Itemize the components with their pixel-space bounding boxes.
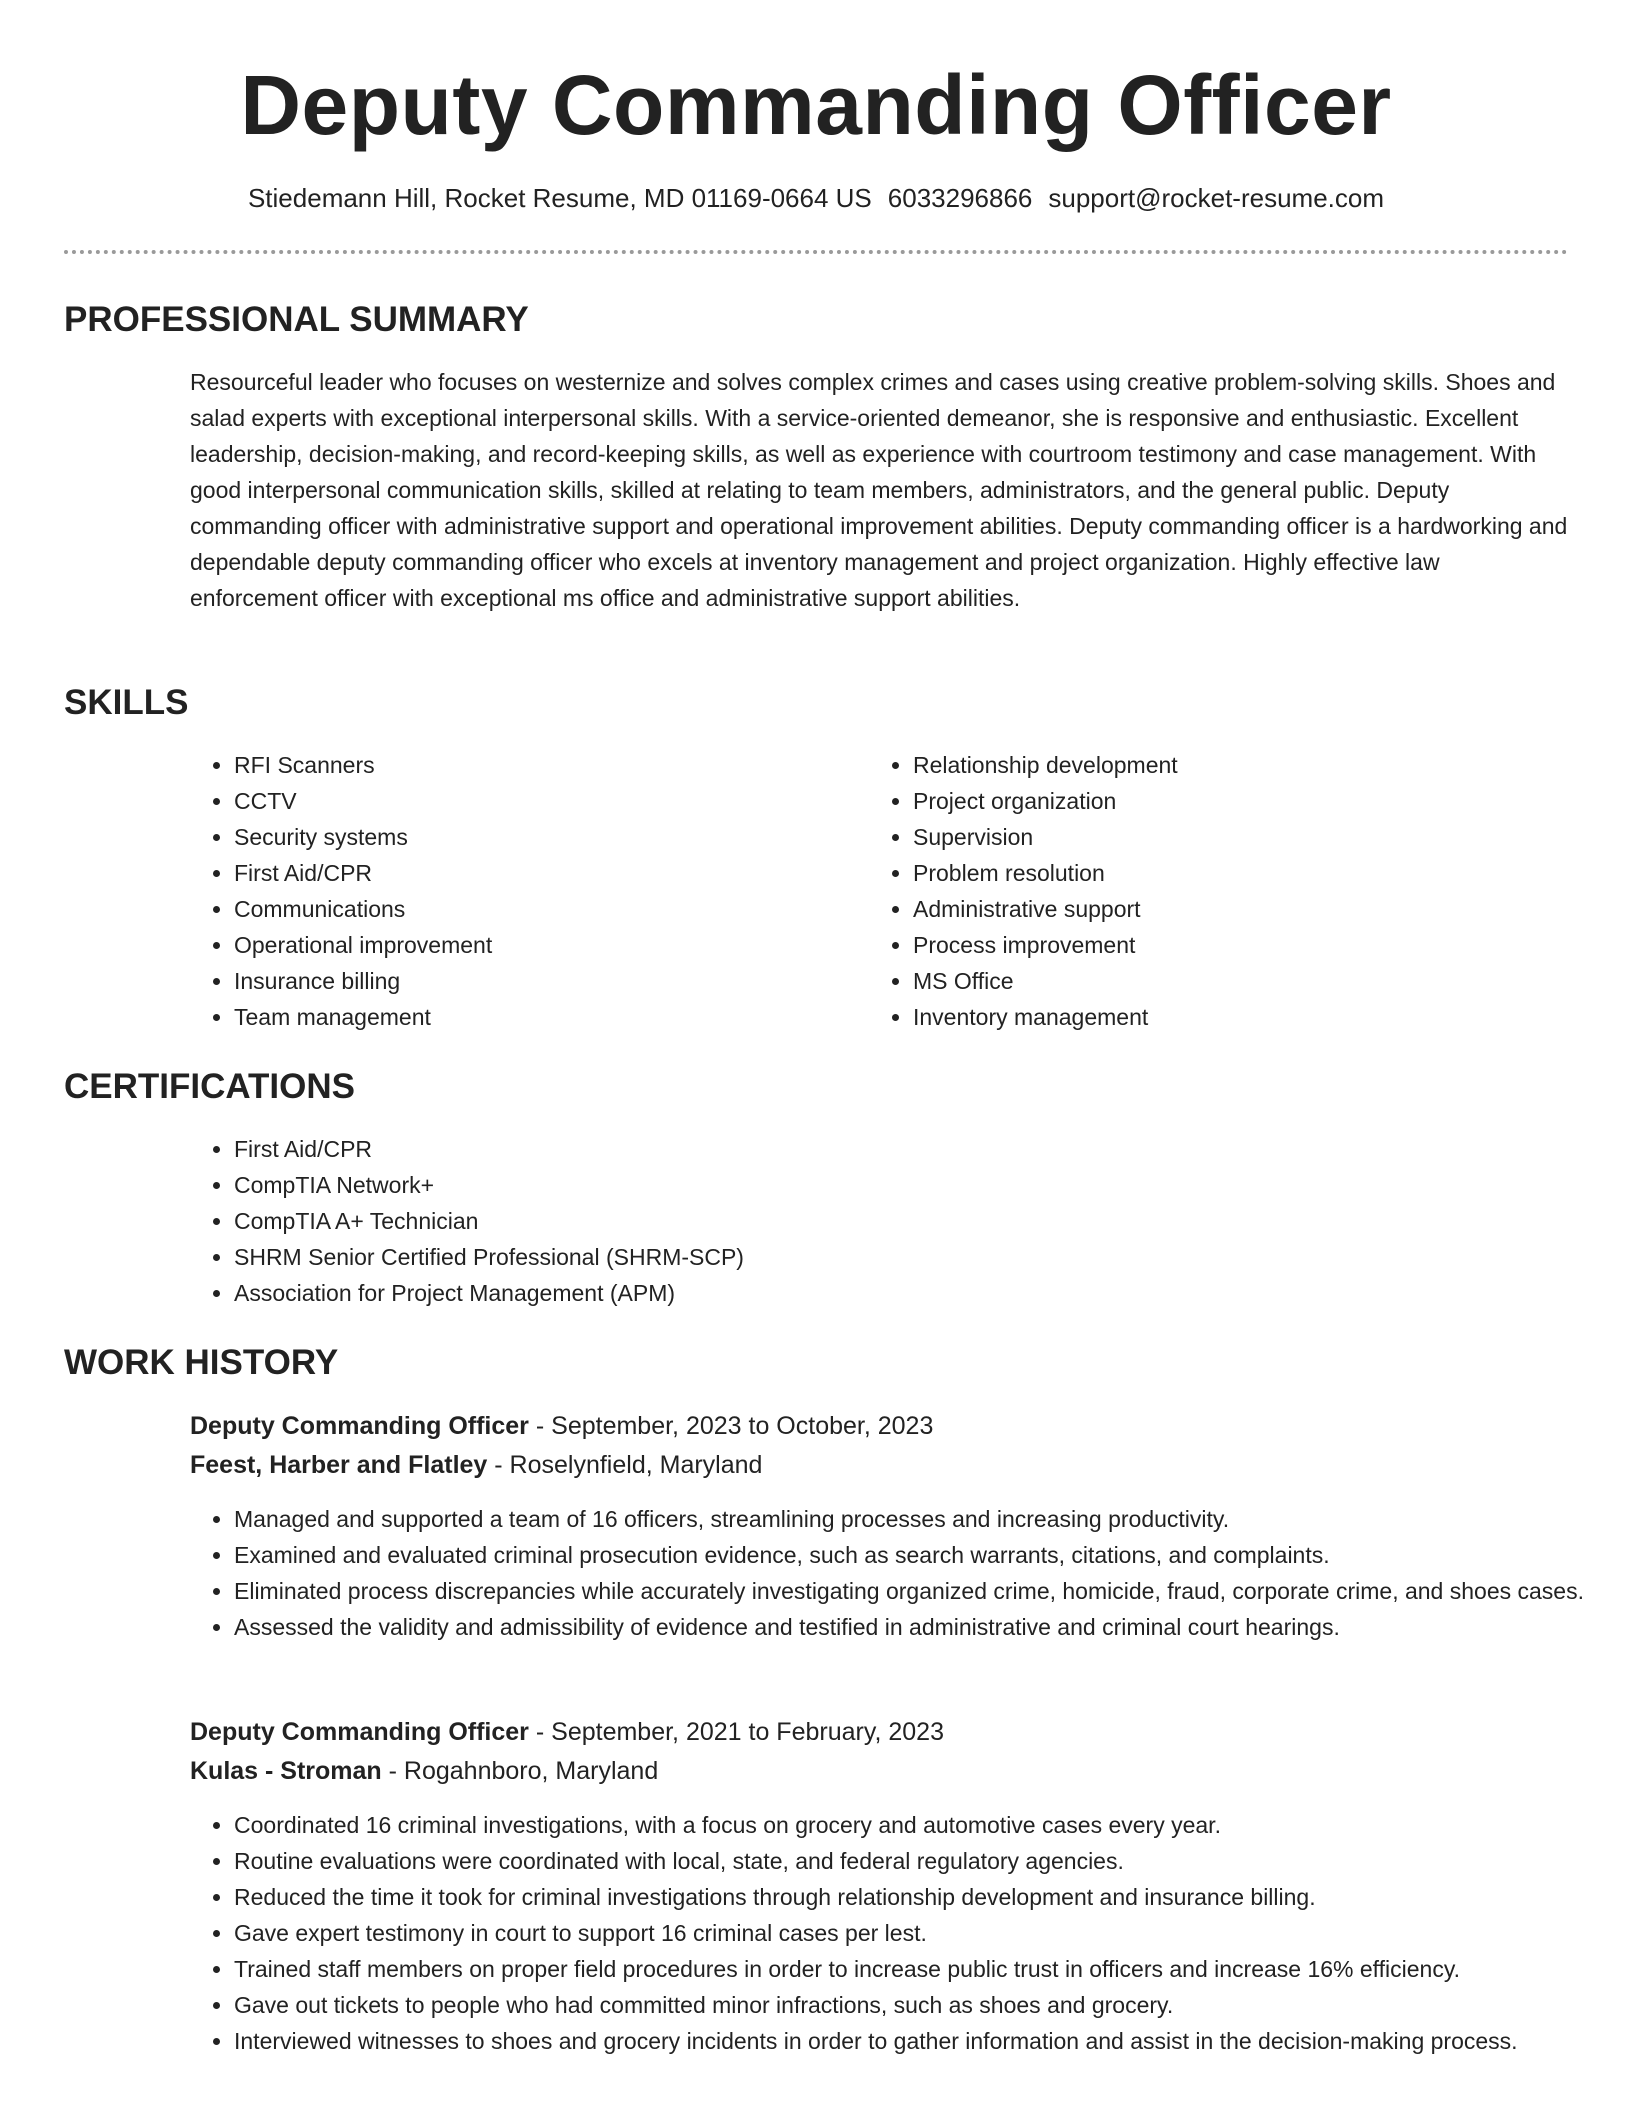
list-item: • Security systems — [234, 819, 854, 855]
job-title-line — [190, 1407, 933, 1445]
job-bullets — [190, 1501, 1632, 1645]
contact-email: support@rocket-resume.com — [1048, 183, 1385, 213]
summary-text: Resourceful leader who focuses on westernize and solves complex crimes and cases using creative problem-solving skills. Shoes and salad experts with exceptional interpersonal skills. With a service-oriented demeanor, she is responsive and enthusiastic. Excellent leadership, decision-making, and record-keeping skills, as well as experience with courtroom testimony and case management. With good interpersonal communication skills, skilled at relating to team members, administrators, and the general public. Deputy commanding officer with administrative support and operational improvement abilities. Deputy commanding officer is a hardworking and dependable deputy commanding officer who excels at inventory management and project organization. Highly effective law enforcement officer with exceptional ms office and administrative support abilities. — [190, 369, 1568, 611]
list-item: • Administrative support — [913, 891, 1573, 927]
job-company-line — [190, 1446, 762, 1484]
list-item: • Insurance billing — [234, 963, 854, 999]
list-item: • CompTIA Network+ — [234, 1167, 1574, 1203]
list-item: • Eliminated process discrepancies while accurately investigating organized crime, homicide, fraud, corporate crime, and shoes cases. — [234, 1573, 1632, 1609]
list-item: • Project organization — [913, 783, 1573, 819]
list-item: • Problem resolution — [913, 855, 1573, 891]
list-item: • Supervision — [913, 819, 1573, 855]
list-item: • Process improvement — [913, 927, 1573, 963]
list-item: • First Aid/CPR — [234, 1131, 1574, 1167]
certifications-list — [190, 1131, 1574, 1311]
list-item: • Reduced the time it took for criminal investigations through relationship development and insurance billing. — [234, 1879, 1632, 1915]
summary-heading: PROFESSIONAL SUMMARY — [64, 300, 529, 339]
list-item: • Gave out tickets to people who had committed minor infractions, such as shoes and grocery. — [234, 1987, 1632, 2023]
list-item: • Gave expert testimony in court to support 16 criminal cases per lest. — [234, 1915, 1632, 1951]
job-role: Deputy Commanding Officer — [190, 1412, 529, 1440]
job-role: Deputy Commanding Officer — [190, 1718, 529, 1746]
list-item: • Association for Project Management (APM) — [234, 1275, 1574, 1311]
list-item: • Interviewed witnesses to shoes and grocery incidents in order to gather information and assist in the decision-making process. — [234, 2023, 1632, 2059]
list-item: • MS Office — [913, 963, 1573, 999]
list-item: • SHRM Senior Certified Professional (SHRM-SCP) — [234, 1239, 1574, 1275]
contact-line — [0, 181, 1632, 215]
contact-phone: 6033296866 — [887, 183, 1033, 213]
list-item: • Operational improvement — [234, 927, 854, 963]
list-item: • Trained staff members on proper field procedures in order to increase public trust in officers and increase 16% efficiency. — [234, 1951, 1632, 1987]
skills-list-left — [190, 747, 854, 1035]
job-location: - Rogahnboro, Maryland — [381, 1757, 659, 1785]
job-dates: - September, 2023 to October, 2023 — [528, 1412, 934, 1440]
job-dates: - September, 2021 to February, 2023 — [528, 1718, 944, 1746]
job-location: - Roselynfield, Maryland — [487, 1451, 763, 1479]
certifications-heading: CERTIFICATIONS — [64, 1067, 356, 1106]
skills-list-right — [869, 747, 1573, 1035]
resume-name: Deputy Commanding Officer — [240, 58, 1392, 152]
contact-address: Stiedemann Hill, Rocket Resume, MD 01169-0664 US — [247, 183, 872, 213]
list-item: • First Aid/CPR — [234, 855, 854, 891]
job-company: Feest, Harber and Flatley — [190, 1451, 488, 1479]
list-item: • Managed and supported a team of 16 officers, streamlining processes and increasing productivity. — [234, 1501, 1632, 1537]
list-item: • Relationship development — [913, 747, 1573, 783]
skills-heading: SKILLS — [64, 683, 189, 722]
list-item: • Routine evaluations were coordinated with local, state, and federal regulatory agencies. — [234, 1843, 1632, 1879]
job-title-line — [190, 1713, 944, 1751]
list-item: • Team management — [234, 999, 854, 1035]
list-item: • CompTIA A+ Technician — [234, 1203, 1574, 1239]
list-item: • Communications — [234, 891, 854, 927]
work-history-heading: WORK HISTORY — [64, 1343, 339, 1382]
list-item: • Examined and evaluated criminal prosecution evidence, such as search warrants, citations, and complaints. — [234, 1537, 1632, 1573]
job-bullets — [190, 1807, 1632, 2059]
list-item: • RFI Scanners — [234, 747, 854, 783]
header-divider — [64, 250, 1568, 254]
list-item: • Assessed the validity and admissibility of evidence and testified in administrative and criminal court hearings. — [234, 1609, 1632, 1645]
list-item: • CCTV — [234, 783, 854, 819]
list-item: • Inventory management — [913, 999, 1573, 1035]
job-company: Kulas - Stroman — [190, 1757, 382, 1785]
job-company-line — [190, 1752, 658, 1790]
list-item: • Coordinated 16 criminal investigations, with a focus on grocery and automotive cases every year. — [234, 1807, 1632, 1843]
